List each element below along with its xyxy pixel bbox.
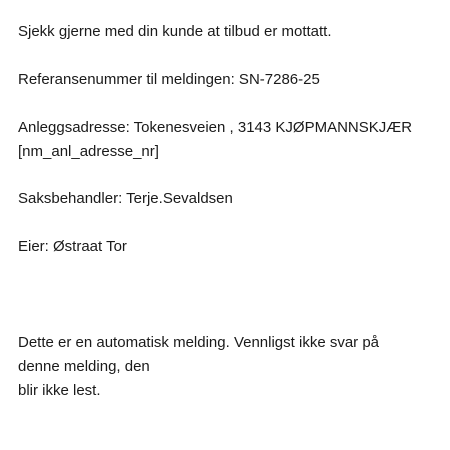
case-handler-text: Saksbehandler: Terje.Sevaldsen (18, 190, 233, 207)
address-placeholder-text: [nm_anl_adresse_nr] (18, 143, 159, 160)
intro-text: Sjekk gjerne med din kunde at tilbud er mottatt. (18, 23, 332, 40)
auto-message-notice-line-1: Dette er en automatisk melding. Vennligst ikke svar på (18, 334, 380, 351)
installation-address-text: Anleggsadresse: Tokenesveien , 3143 KJØPMANNSKJÆR (18, 119, 413, 136)
owner-text: Eier: Østraat Tor (18, 238, 127, 255)
auto-message-notice-line-2: denne melding, den (18, 358, 150, 375)
reference-number-text: Referansenummer til meldingen: SN-7286-25 (18, 71, 320, 88)
auto-message-notice-line-3: blir ikke lest. (18, 382, 101, 399)
